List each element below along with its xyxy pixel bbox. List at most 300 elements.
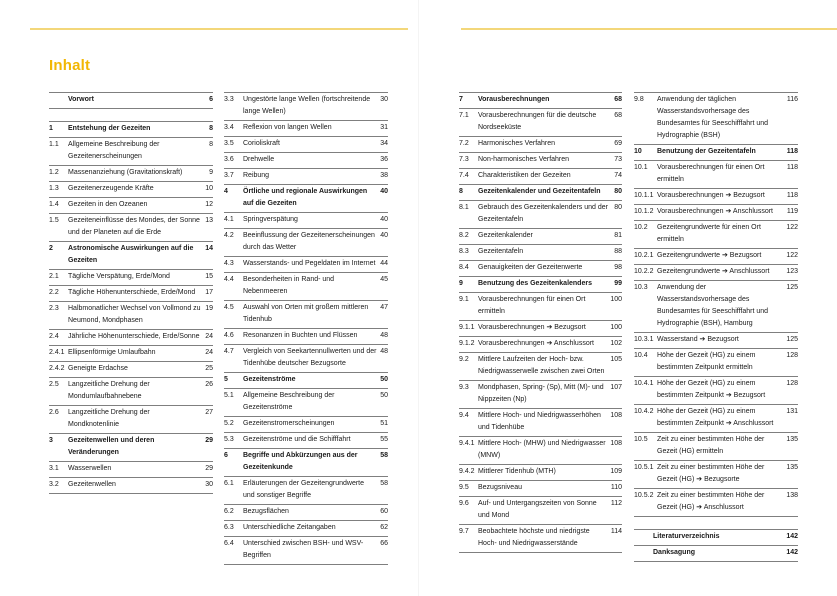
toc-entry-title: Corioliskraft	[243, 140, 280, 147]
toc-entry-title: Literaturverzeichnis	[653, 533, 720, 540]
toc-entry-number: 9.4.1	[459, 440, 475, 447]
toc-entry-number: 9.8	[634, 96, 644, 103]
toc-entry-number: 8.1	[459, 204, 469, 211]
toc-entry[interactable]	[634, 265, 798, 281]
toc-entry-title: Gezeitenströme und die Schifffahrt	[243, 436, 351, 443]
toc-entry[interactable]	[459, 293, 622, 321]
toc-entry[interactable]	[224, 433, 388, 449]
toc-entry-page: 88	[614, 248, 622, 255]
toc-entry-title: Resonanzen in Buchten und Flüssen	[243, 332, 358, 339]
toc-entry-page: 26	[205, 381, 213, 388]
toc-entry-title: Unterschiedliche Zeitangaben	[243, 524, 336, 531]
toc-entry[interactable]	[224, 505, 388, 521]
toc-entry-number: 9.4.2	[459, 468, 475, 475]
toc-entry-title: Vorausberechnungen für einen Ort ermitteln	[478, 296, 586, 315]
toc-entry[interactable]	[634, 205, 798, 221]
toc-entry-title: Vorausberechnungen ➔ Anschlussort	[478, 340, 594, 347]
toc-entry-title: Gezeiteneinflüsse des Mondes, der Sonne und der Planeten auf die Erde	[68, 217, 200, 236]
left-page	[0, 0, 418, 596]
toc-entry[interactable]	[224, 273, 388, 301]
toc-entry[interactable]	[224, 153, 388, 169]
toc-entry[interactable]	[634, 489, 798, 517]
toc-entry-title: Wasserwellen	[68, 465, 112, 472]
toc-entry-page: 25	[205, 365, 213, 372]
toc-entry-number: 10.2.1	[634, 252, 654, 259]
toc-entry-number: 10.5.1	[634, 464, 654, 471]
toc-entry-page: 135	[786, 464, 798, 471]
toc-entry-page: 40	[380, 232, 388, 239]
toc-entry-number: 9.1.1	[459, 324, 475, 331]
toc-entry-number: 7.4	[459, 172, 469, 179]
toc-entry[interactable]	[459, 353, 622, 381]
toc-entry-page: 48	[380, 332, 388, 339]
toc-entry[interactable]	[634, 529, 798, 546]
toc-entry-page: 60	[380, 508, 388, 515]
toc-entry-page: 99	[614, 280, 622, 287]
toc-entry[interactable]	[459, 437, 622, 465]
toc-entry-number: 4.7	[224, 348, 234, 355]
toc-entry-page: 118	[786, 164, 798, 171]
toc-entry-page: 30	[205, 481, 213, 488]
toc-entry-number: 1	[49, 125, 53, 132]
toc-entry-number: 9.1.2	[459, 340, 475, 347]
toc-entry-title: Vorwort	[68, 96, 94, 103]
toc-entry-title: Anwendung der täglichen Wasserstandsvorhersage des Bundesamtes für Seeschifffahrt und Hydrographie (BSH)	[657, 96, 769, 139]
top-rule	[461, 28, 837, 30]
toc-entry-title: Auf- und Untergangszeiten von Sonne und Mond	[478, 500, 597, 519]
toc-column-3	[459, 92, 622, 553]
toc-entry-title: Mondphasen, Spring- (Sp), Mitt (M)- und Nippzeiten (Np)	[478, 384, 604, 403]
toc-entry[interactable]	[634, 433, 798, 461]
toc-entry-number: 8.4	[459, 264, 469, 271]
toc-entry-title: Beobachtete höchste und niedrigste Hoch- und Niedrigwasserstände	[478, 528, 590, 547]
toc-entry-title: Vorausberechnungen	[478, 96, 550, 103]
toc-entry-number: 3.7	[224, 172, 234, 179]
toc-entry-title: Langzeitliche Drehung der Mondumlaufbahnebene	[68, 381, 150, 400]
toc-entry-title: Zeit zu einer bestimmten Höhe der Gezeit (HG) ermitteln	[657, 436, 765, 455]
toc-entry-title: Jährliche Höhenunterschiede, Erde/Sonne	[68, 333, 200, 340]
toc-entry-page: 142	[786, 533, 798, 540]
toc-entry-number: 4.3	[224, 260, 234, 267]
toc-entry-number: 4	[224, 188, 228, 195]
toc-entry[interactable]	[49, 138, 213, 166]
toc-entry-title: Anwendung der Wasserstandsvorhersage des Bundesamtes für Seeschifffahrt und Hydrographie (BSH), Hamburg	[657, 284, 769, 327]
toc-entry-title: Danksagung	[653, 549, 696, 556]
toc-entry-page: 73	[614, 156, 622, 163]
toc-entry-number: 2.6	[49, 409, 59, 416]
toc-entry-number: 6	[224, 452, 228, 459]
toc-entry-title: Genauigkeiten der Gezeitenwerte	[478, 264, 583, 271]
toc-entry-title: Unterschied zwischen BSH- und WSV-Begriffen	[243, 540, 364, 559]
toc-entry-number: 10.5.2	[634, 492, 654, 499]
toc-entry-page: 30	[380, 96, 388, 103]
toc-entry-page: 19	[205, 305, 213, 312]
toc-entry-title: Auswahl von Orten mit großem mittleren Tidenhub	[243, 304, 369, 323]
toc-entry-number: 10.3	[634, 284, 648, 291]
toc-entry[interactable]	[49, 462, 213, 478]
toc-entry-title: Beeinflussung der Gezeitenerscheinungen durch das Wetter	[243, 232, 375, 251]
toc-entry[interactable]	[224, 213, 388, 229]
toc-entry-number: 10.1.1	[634, 192, 654, 199]
toc-entry-page: 44	[380, 260, 388, 267]
toc-entry[interactable]	[49, 92, 213, 109]
toc-column-2	[224, 92, 388, 565]
toc-entry-page: 10	[205, 185, 213, 192]
toc-entry-title: Gezeitentafeln	[478, 248, 524, 255]
toc-entry[interactable]	[224, 137, 388, 153]
toc-entry-number: 3.6	[224, 156, 234, 163]
toc-entry-number: 10.1	[634, 164, 648, 171]
toc-entry-title: Höhe der Gezeit (HG) zu einem bestimmten Zeitpunkt ➔ Anschlussort	[657, 408, 774, 427]
toc-entry-number: 5.2	[224, 420, 234, 427]
toc-entry-page: 128	[786, 380, 798, 387]
toc-entry-page: 114	[610, 528, 622, 535]
toc-entry-number: 1.2	[49, 169, 59, 176]
toc-entry-number: 6.1	[224, 480, 234, 487]
toc-entry-number: 2.1	[49, 273, 59, 280]
toc-entry[interactable]	[459, 109, 622, 137]
toc-entry-page: 66	[380, 540, 388, 547]
toc-entry-number: 5	[224, 376, 228, 383]
toc-entry-page: 105	[610, 356, 622, 363]
toc-entry[interactable]	[459, 153, 622, 169]
toc-entry-title: Zeit zu einer bestimmten Höhe der Gezeit (HG) ➔ Anschlussort	[657, 492, 765, 511]
toc-entry[interactable]	[224, 185, 388, 213]
toc-entry[interactable]	[49, 214, 213, 242]
toc-entry-page: 58	[380, 480, 388, 487]
toc-entry-title: Vergleich von Seekartennullwerten und der Tidenhübe deutscher Bezugsorte	[243, 348, 377, 367]
toc-entry-title: Bezugsflächen	[243, 508, 289, 515]
toc-entry-title: Drehwelle	[243, 156, 275, 163]
toc-entry-number: 1.5	[49, 217, 59, 224]
toc-entry-title: Örtliche und regionale Auswirkungen auf die Gezeiten	[243, 188, 368, 207]
toc-entry-page: 47	[380, 304, 388, 311]
toc-entry-number: 9.1	[459, 296, 469, 303]
toc-entry-title: Vorausberechnungen für einen Ort ermitteln	[657, 164, 765, 183]
toc-entry-title: Astronomische Auswirkungen auf die Gezeiten	[68, 245, 194, 264]
toc-entry-number: 2.3	[49, 305, 59, 312]
toc-entry-number: 2.4.1	[49, 349, 65, 356]
toc-entry[interactable]	[634, 281, 798, 333]
toc-entry-number: 1.4	[49, 201, 59, 208]
toc-entry-title: Gezeitenwellen	[68, 481, 116, 488]
toc-entry-title: Gezeitenkalender	[478, 232, 533, 239]
toc-entry-page: 128	[786, 352, 798, 359]
toc-entry[interactable]	[49, 362, 213, 378]
toc-entry-title: Entstehung der Gezeiten	[68, 125, 151, 132]
toc-entry-title: Vorausberechnungen ➔ Bezugsort	[478, 324, 586, 331]
toc-entry-page: 68	[614, 96, 622, 103]
toc-entry[interactable]	[459, 337, 622, 353]
toc-entry[interactable]	[634, 161, 798, 189]
toc-entry-number: 2.2	[49, 289, 59, 296]
toc-entry-page: 34	[380, 140, 388, 147]
toc-entry-title: Gezeitenstromerscheinungen	[243, 420, 335, 427]
toc-entry-page: 118	[786, 148, 798, 155]
toc-entry-number: 3.2	[49, 481, 59, 488]
toc-entry-page: 24	[205, 333, 213, 340]
toc-entry-title: Begriffe und Abkürzungen aus der Gezeitenkunde	[243, 452, 358, 471]
toc-entry-title: Mittlere Hoch- und Niedrigwasserhöhen und Tidenhübe	[478, 412, 601, 431]
toc-entry-page: 40	[380, 188, 388, 195]
toc-entry-title: Tägliche Höhenunterschiede, Erde/Mond	[68, 289, 196, 296]
toc-entry[interactable]	[459, 381, 622, 409]
toc-entry[interactable]	[49, 270, 213, 286]
toc-entry-page: 24	[205, 349, 213, 356]
toc-entry[interactable]	[49, 330, 213, 346]
toc-entry-title: Vorausberechnungen ➔ Anschlussort	[657, 208, 773, 215]
toc-entry[interactable]	[224, 521, 388, 537]
top-rule	[30, 28, 408, 30]
toc-entry-page: 118	[786, 192, 798, 199]
toc-entry-number: 6.4	[224, 540, 234, 547]
toc-entry[interactable]	[459, 201, 622, 229]
toc-entry-page: 36	[380, 156, 388, 163]
toc-entry-number: 7	[459, 96, 463, 103]
toc-entry[interactable]	[459, 277, 622, 293]
toc-entry-title: Springverspätung	[243, 216, 298, 223]
toc-entry-page: 8	[209, 125, 213, 132]
toc-entry-number: 1.1	[49, 141, 59, 148]
toc-entry-title: Tägliche Verspätung, Erde/Mond	[68, 273, 170, 280]
toc-entry[interactable]	[224, 329, 388, 345]
toc-entry-page: 13	[205, 217, 213, 224]
toc-entry[interactable]	[49, 242, 213, 270]
toc-entry[interactable]	[224, 449, 388, 477]
toc-entry[interactable]	[459, 229, 622, 245]
toc-entry-number: 3.5	[224, 140, 234, 147]
toc-entry-title: Allgemeine Beschreibung der Gezeitenerscheinungen	[68, 141, 160, 160]
toc-entry-page: 122	[786, 224, 798, 231]
toc-entry-page: 98	[614, 264, 622, 271]
toc-entry-number: 10.3.1	[634, 336, 654, 343]
toc-entry-page: 40	[380, 216, 388, 223]
toc-entry[interactable]	[49, 198, 213, 214]
toc-entry-page: 80	[614, 204, 622, 211]
toc-entry[interactable]	[49, 346, 213, 362]
toc-entry-number: 2.5	[49, 381, 59, 388]
toc-entry-title: Bezugsniveau	[478, 484, 522, 491]
toc-entry-page: 123	[786, 268, 798, 275]
toc-entry-number: 10.1.2	[634, 208, 654, 215]
toc-entry-title: Vorausberechnungen für die deutsche Nordseeküste	[478, 112, 597, 131]
toc-entry-page: 48	[380, 348, 388, 355]
toc-entry-title: Ellipsenförmige Umlaufbahn	[68, 349, 156, 356]
toc-entry[interactable]	[224, 121, 388, 137]
toc-entry-page: 69	[614, 140, 622, 147]
toc-entry-number: 6.2	[224, 508, 234, 515]
toc-entry-page: 6	[209, 96, 213, 103]
toc-entry[interactable]	[49, 121, 213, 138]
toc-column-4	[634, 92, 798, 562]
toc-entry-page: 58	[380, 452, 388, 459]
toc-entry-page: 102	[610, 340, 622, 347]
toc-entry-number: 9.4	[459, 412, 469, 419]
toc-entry[interactable]	[224, 301, 388, 329]
toc-entry[interactable]	[634, 189, 798, 205]
toc-entry-title: Halbmonatlicher Wechsel von Vollmond zu Neumond, Mondphasen	[68, 305, 201, 324]
toc-entry[interactable]	[49, 302, 213, 330]
toc-entry[interactable]	[634, 405, 798, 433]
toc-entry-number: 10.2	[634, 224, 648, 231]
toc-entry[interactable]	[459, 525, 622, 553]
toc-entry-page: 12	[205, 201, 213, 208]
toc-entry-number: 9	[459, 280, 463, 287]
toc-entry-page: 51	[380, 420, 388, 427]
toc-entry-title: Gezeitengrundwerte für einen Ort ermitteln	[657, 224, 761, 243]
toc-entry-number: 8	[459, 188, 463, 195]
toc-entry-title: Gezeitenkalender und Gezeitentafeln	[478, 188, 601, 195]
toc-entry[interactable]	[459, 261, 622, 277]
toc-entry-page: 31	[380, 124, 388, 131]
toc-entry[interactable]	[224, 537, 388, 565]
toc-entry-page: 125	[786, 336, 798, 343]
toc-entry-title: Vorausberechnungen ➔ Bezugsort	[657, 192, 765, 199]
toc-entry[interactable]	[224, 477, 388, 505]
toc-entry-title: Allgemeine Beschreibung der Gezeitenströme	[243, 392, 335, 411]
toc-entry-number: 5.1	[224, 392, 234, 399]
toc-entry-number: 7.3	[459, 156, 469, 163]
toc-entry-number: 9.6	[459, 500, 469, 507]
toc-entry-title: Gezeitengrundwerte ➔ Anschlussort	[657, 268, 770, 275]
toc-entry-title: Gezeitengrundwerte ➔ Bezugsort	[657, 252, 762, 259]
toc-entry-page: 100	[610, 296, 622, 303]
toc-entry[interactable]	[224, 92, 388, 121]
toc-entry-number: 8.2	[459, 232, 469, 239]
toc-entry-page: 122	[786, 252, 798, 259]
toc-entry[interactable]	[634, 349, 798, 377]
toc-entry-number: 2	[49, 245, 53, 252]
toc-entry-title: Benutzung der Gezeitentafeln	[657, 148, 756, 155]
toc-entry[interactable]	[634, 145, 798, 161]
toc-entry-number: 10.4.1	[634, 380, 654, 387]
toc-entry-title: Höhe der Gezeit (HG) zu einem bestimmten Zeitpunkt ➔ Bezugsort	[657, 380, 766, 399]
toc-entry-number: 9.5	[459, 484, 469, 491]
toc-entry[interactable]	[459, 321, 622, 337]
toc-entry-title: Gezeiten in den Ozeanen	[68, 201, 148, 208]
toc-entry-page: 108	[610, 412, 622, 419]
toc-entry-page: 29	[205, 465, 213, 472]
toc-entry-title: Wasserstands- und Pegeldaten im Internet	[243, 260, 376, 267]
toc-entry-number: 4.1	[224, 216, 234, 223]
toc-entry[interactable]	[224, 229, 388, 257]
toc-entry-title: Non-harmonisches Verfahren	[478, 156, 570, 163]
toc-entry-title: Erläuterungen der Gezeitengrundwerte und sonstiger Begriffe	[243, 480, 365, 499]
toc-entry[interactable]	[459, 409, 622, 437]
toc-entry-number: 9.2	[459, 356, 469, 363]
toc-entry[interactable]	[634, 546, 798, 562]
toc-entry-page: 116	[786, 96, 798, 103]
toc-entry-number: 10	[634, 148, 642, 155]
toc-entry-number: 3.4	[224, 124, 234, 131]
toc-entry[interactable]	[459, 245, 622, 261]
right-page	[419, 0, 837, 596]
toc-entry-number: 9.7	[459, 528, 469, 535]
toc-entry[interactable]	[49, 286, 213, 302]
toc-entry-page: 125	[786, 284, 798, 291]
toc-entry[interactable]	[634, 461, 798, 489]
toc-entry-page: 109	[610, 468, 622, 475]
toc-entry[interactable]	[459, 169, 622, 185]
toc-entry-title: Gezeitenströme	[243, 376, 296, 383]
toc-entry-number: 5.3	[224, 436, 234, 443]
toc-entry-page: 110	[610, 484, 622, 491]
toc-entry-page: 107	[610, 384, 622, 391]
toc-entry[interactable]	[224, 417, 388, 433]
toc-entry[interactable]	[224, 169, 388, 185]
toc-entry-number: 6.3	[224, 524, 234, 531]
toc-entry[interactable]	[49, 478, 213, 494]
toc-entry-page: 81	[614, 232, 622, 239]
toc-entry[interactable]	[634, 249, 798, 265]
toc-entry-title: Zeit zu einer bestimmten Höhe der Gezeit (HG) ➔ Bezugsorte	[657, 464, 765, 483]
toc-entry[interactable]	[459, 465, 622, 481]
toc-entry-number: 2.4	[49, 333, 59, 340]
toc-entry-title: Mittlere Laufzeiten der Hoch- bzw. Niedrigwasserwelle zwischen zwei Orten	[478, 356, 605, 375]
toc-entry[interactable]	[49, 434, 213, 462]
toc-entry-page: 9	[209, 169, 213, 176]
toc-entry-page: 131	[786, 408, 798, 415]
toc-entry[interactable]	[459, 92, 622, 109]
toc-entry-title: Mittlerer Tidenhub (MTH)	[478, 468, 556, 475]
toc-entry-title: Gezeitenwellen und deren Veränderungen	[68, 437, 155, 456]
toc-entry-page: 112	[610, 500, 622, 507]
toc-entry-title: Wasserstand ➔ Bezugsort	[657, 336, 739, 343]
toc-entry[interactable]	[459, 185, 622, 201]
toc-entry-number: 10.4.2	[634, 408, 654, 415]
toc-entry-title: Reflexion von langen Wellen	[243, 124, 332, 131]
toc-entry-number: 2.4.2	[49, 365, 65, 372]
toc-entry[interactable]	[459, 497, 622, 525]
toc-entry-page: 62	[380, 524, 388, 531]
page-title: Inhalt	[49, 57, 91, 74]
toc-entry-number: 10.4	[634, 352, 648, 359]
toc-entry-title: Reibung	[243, 172, 270, 179]
toc-entry[interactable]	[459, 481, 622, 497]
toc-entry[interactable]	[634, 377, 798, 405]
toc-entry[interactable]	[224, 257, 388, 273]
toc-entry-page: 50	[380, 392, 388, 399]
toc-entry-number: 4.4	[224, 276, 234, 283]
toc-entry-title: Charakteristiken der Gezeiten	[478, 172, 571, 179]
toc-entry-number: 3.1	[49, 465, 59, 472]
toc-entry-page: 14	[205, 245, 213, 252]
toc-entry[interactable]	[634, 92, 798, 145]
toc-entry-page: 108	[610, 440, 622, 447]
toc-entry[interactable]	[224, 373, 388, 389]
toc-entry[interactable]	[634, 221, 798, 249]
toc-entry-number: 7.1	[459, 112, 469, 119]
toc-entry[interactable]	[49, 406, 213, 434]
toc-entry-page: 74	[614, 172, 622, 179]
toc-entry[interactable]	[49, 166, 213, 182]
toc-entry-title: Mittlere Hoch- (MHW) und Niedrigwasser (MNW)	[478, 440, 606, 459]
toc-entry[interactable]	[459, 137, 622, 153]
toc-entry[interactable]	[224, 345, 388, 373]
toc-entry-page: 45	[380, 276, 388, 283]
toc-entry-page: 68	[614, 112, 622, 119]
toc-entry-page: 119	[786, 208, 798, 215]
toc-entry-title: Harmonisches Verfahren	[478, 140, 556, 147]
toc-entry[interactable]	[224, 389, 388, 417]
toc-entry[interactable]	[49, 182, 213, 198]
toc-entry-number: 9.3	[459, 384, 469, 391]
toc-entry-page: 138	[786, 492, 798, 499]
toc-entry-page: 17	[205, 289, 213, 296]
toc-entry[interactable]	[49, 378, 213, 406]
toc-entry-number: 1.3	[49, 185, 59, 192]
toc-entry[interactable]	[634, 333, 798, 349]
